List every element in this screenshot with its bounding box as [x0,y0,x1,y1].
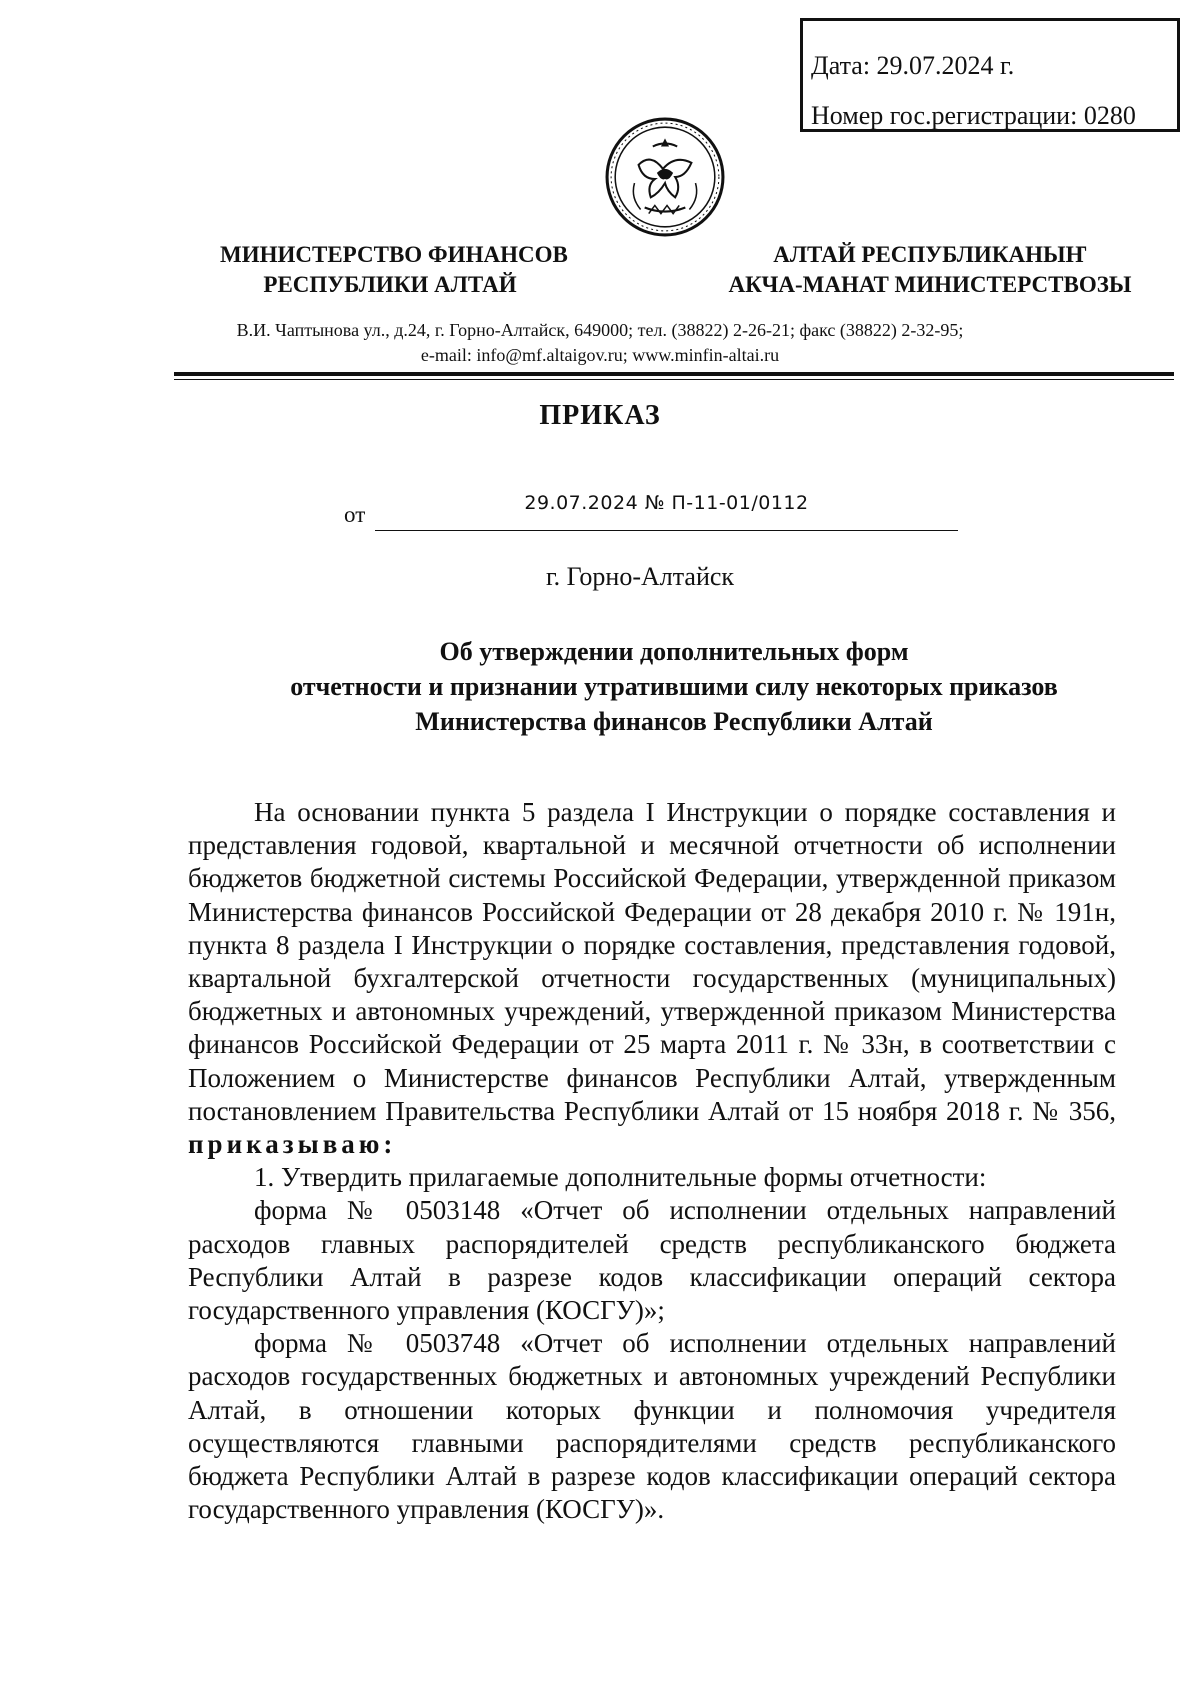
ministry-name-altai-line1: АЛТАЙ РЕСПУБЛИКАНЫҤ [773,242,1087,267]
registration-number-label: Номер гос.регистрации: [811,101,1078,130]
ministry-contacts [0,318,1200,368]
order-date-underline [375,530,958,531]
ministry-address: В.И. Чаптынова ул., д.24, г. Горно-Алтайск, 649000; тел. (38822) 2-26-21; факс (38822) 2-32-95; [236,320,964,340]
registration-date [811,41,1177,91]
registration-number-value: 0280 [1083,101,1136,130]
ministry-name-altai-line2: АКЧА-МАНАТ МИНИСТЕРСТВОЗЫ [728,272,1132,297]
order-title [174,634,1174,739]
order-date-number: 29.07.2024 № П-11-01/0112 [524,492,809,514]
header-divider-thin [174,379,1174,380]
registration-number [811,91,1177,141]
ministry-name-russian-line1: МИНИСТЕРСТВО ФИНАНСОВ [220,242,568,267]
ministry-email-website: e-mail: info@mf.altaigov.ru; www.minfin-altai.ru [420,345,780,365]
order-preamble [188,796,1116,1161]
order-command-word: приказываю: [188,1129,397,1160]
order-title-line1: Об утверждении дополнительных форм [439,637,909,666]
order-preamble-text: На основании пункта 5 раздела I Инструкции о порядке составления и представления годовой, квартальной и месячной отчетности об исполнении бюджетов бюджетной системы Российской Федерации, утвержденной приказом Министерства финансов Российской Федерации от 28 декабря 2010 г. № 191н, пункта 8 раздела I Инструкции о порядке составления, представления годовой, квартальной бухгалтерской отчетности государственных (муниципальных) бюджетных и автономных учреждений, утвержденной приказом Министерства финансов Российской Федерации от 25 марта 2011 г. № 33н, в соответствии с Положением о Министерстве финансов Республики Алтай, утвержденным постановлением Правительства Республики Алтай от 15 ноября 2018 г. № 356, [188,797,1116,1126]
order-title-line2: отчетности и признании утратившими силу некоторых приказов [290,672,1058,701]
order-form-0503748: форма № 0503748 «Отчет об исполнении отдельных направлений расходов государственных бюджетных и автономных учреждений Республики Алтай, в отношении которых функции и полномочия учредителя осуществляются главными распорядителями средств республиканского бюджета Республики Алтай в разрезе кодов классификации операций сектора государственного управления (КОСГУ)». [188,1328,1116,1525]
coat-of-arms-icon [604,116,726,238]
order-form-0503148: форма № 0503148 «Отчет об исполнении отдельных направлений расходов главных распорядителей средств республиканского бюджета Республики Алтай в разрезе кодов классификации операций сектора государственного управления (КОСГУ)»; [188,1195,1116,1326]
registration-stamp [800,18,1180,132]
registration-date-label: Дата: [811,51,871,80]
order-city: г. Горно-Алтайск [545,562,735,591]
registration-date-value: 29.07.2024 г. [876,51,1015,80]
header-divider-thick [174,372,1174,376]
order-body [188,796,1116,1526]
ministry-name-russian-line2: РЕСПУБЛИКИ АЛТАЙ [263,272,517,297]
order-item-1: 1. Утвердить прилагаемые дополнительные формы отчетности: [254,1162,987,1193]
order-from-label: от [344,502,366,527]
ministry-name-russian [220,240,568,300]
order-title-line3: Министерства финансов Республики Алтай [415,707,933,736]
document-type-heading: ПРИКАЗ [539,400,661,431]
ministry-name-altai [720,240,1140,300]
